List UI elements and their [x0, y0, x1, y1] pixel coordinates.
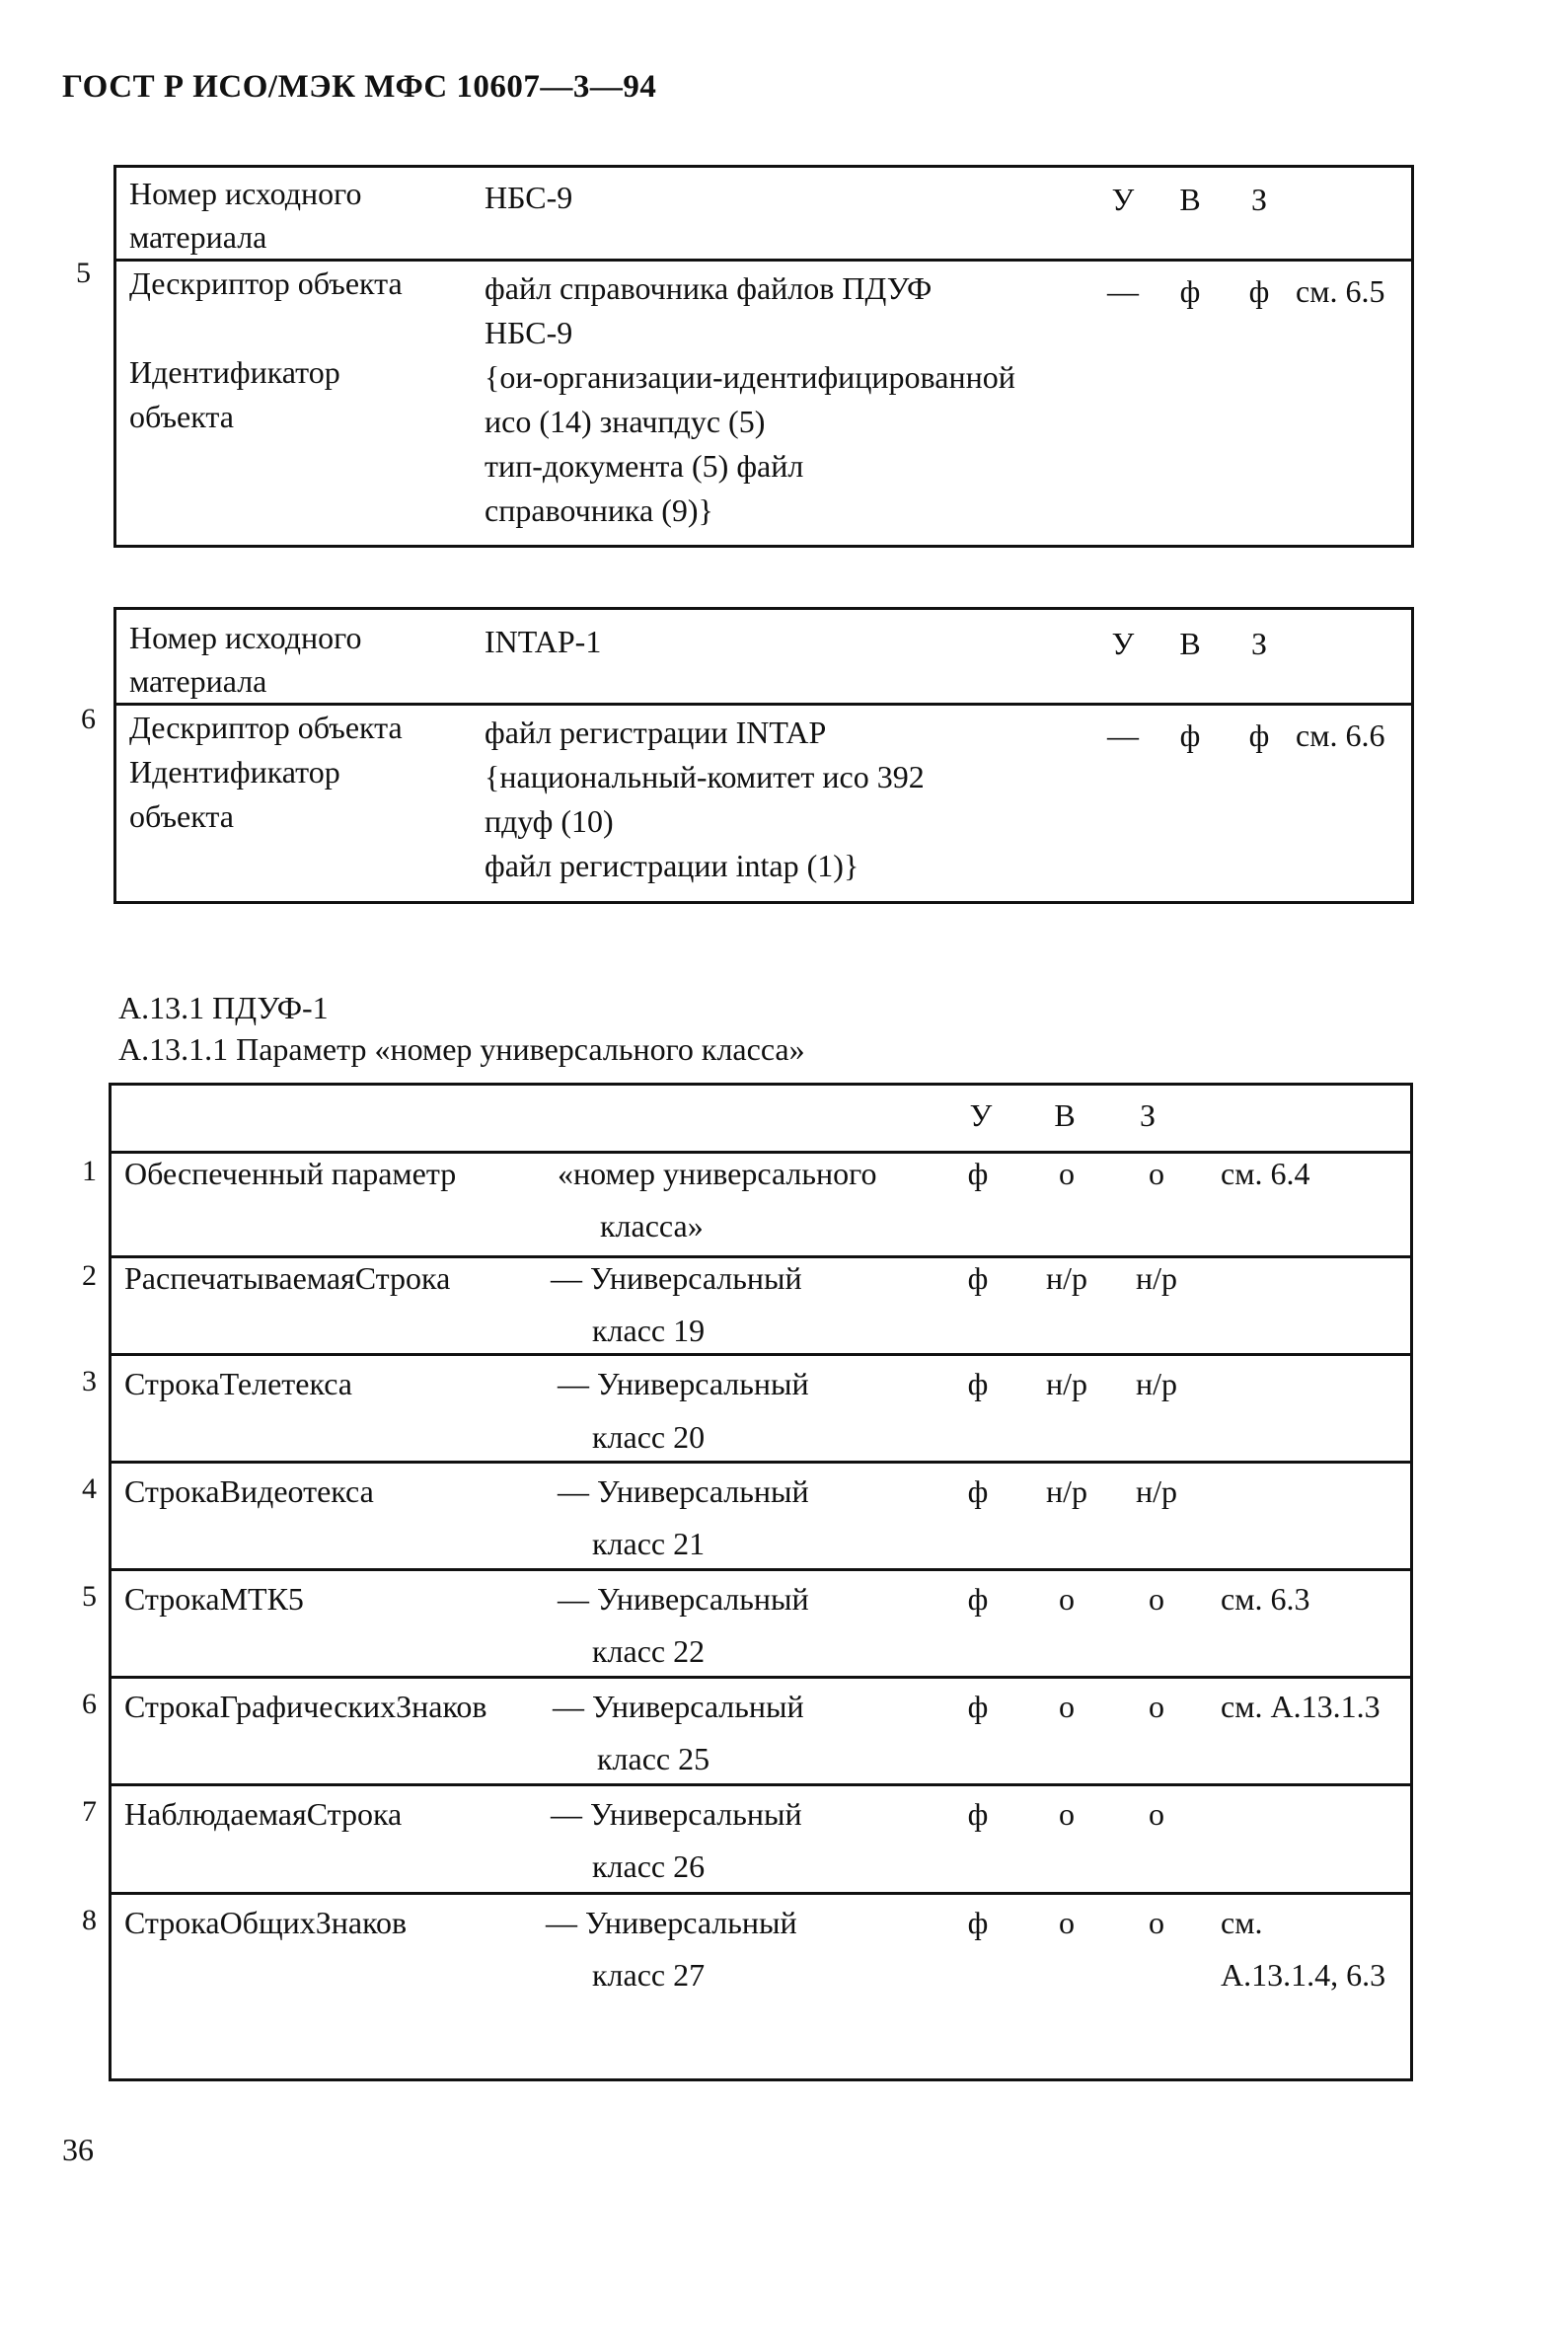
table3-row-z: о: [1149, 1905, 1164, 1940]
table3-row-v: о: [1059, 1689, 1075, 1724]
table3-row-z: о: [1149, 1796, 1164, 1832]
table3-row-u: ф: [967, 1156, 989, 1191]
table2-z-value: ф: [1248, 717, 1270, 753]
table1-value-line-2: НБС-9: [485, 315, 573, 350]
table1-row-number: 5: [76, 257, 91, 289]
table3-row-number: 2: [82, 1259, 97, 1292]
table3-row-desc-line2: класса»: [600, 1208, 704, 1243]
table2-header-label-1: Номер исходного: [129, 620, 362, 655]
table2: [113, 607, 1414, 904]
table3-row-z: н/р: [1135, 1473, 1177, 1509]
table3-col-z: З: [1139, 1097, 1157, 1133]
table1-value-line-1: файл справочника файлов ПДУФ: [485, 270, 933, 306]
table2-value-line-3: пдуф (10): [485, 803, 614, 839]
table1-col-v: В: [1179, 182, 1201, 217]
table3-row-desc-line1: — Универсальный: [558, 1581, 809, 1617]
table2-value-line-1: файл регистрации INTAP: [485, 715, 827, 750]
table3-row-divider: [112, 1892, 1410, 1895]
table3-row-divider: [112, 1676, 1410, 1679]
table3-row-z: н/р: [1135, 1366, 1177, 1401]
table3-row-name: СтрокаГрафическихЗнаков: [124, 1689, 487, 1724]
table1-header-value: НБС-9: [485, 180, 573, 215]
table3-row-u: ф: [967, 1689, 989, 1724]
table3-row-name: РаспечатываемаяСтрока: [124, 1260, 451, 1296]
table3-row-z: о: [1149, 1581, 1164, 1617]
table3-row-name: НаблюдаемаяСтрока: [124, 1796, 403, 1832]
table3-row-number: 8: [82, 1904, 97, 1936]
table3-row-number: 4: [82, 1472, 97, 1505]
table3-col-v: В: [1054, 1097, 1076, 1133]
table3-row-v: о: [1059, 1156, 1075, 1191]
table3-row-name: Обеспеченный параметр: [124, 1156, 457, 1191]
table3-row-v: о: [1059, 1581, 1075, 1617]
table2-v-value: ф: [1179, 717, 1201, 753]
table3-row-desc-line2: класс 21: [592, 1526, 706, 1561]
table1-value-line-5: тип-документа (5) файл: [485, 448, 804, 484]
table3-row-desc-line2: класс 26: [592, 1848, 706, 1884]
table3-row-desc-line2: класс 25: [597, 1741, 710, 1776]
table2-header-label-2: материала: [129, 663, 267, 699]
table3-row-u: ф: [967, 1473, 989, 1509]
table3-row-desc-line2: класс 22: [592, 1633, 706, 1669]
table2-col-z: З: [1250, 626, 1268, 661]
section-title: А.13.1 ПДУФ-1: [118, 990, 329, 1025]
table1-label-descriptor: Дескриптор объекта: [129, 265, 403, 301]
table3-row-number: 7: [82, 1795, 97, 1828]
table3-row-desc-line2: класс 27: [592, 1957, 706, 1993]
table3-row-ref: см. 6.4: [1221, 1156, 1310, 1191]
table3-row-u: ф: [967, 1260, 989, 1296]
table3-row-v: о: [1059, 1796, 1075, 1832]
table2-ref: см. 6.6: [1296, 717, 1385, 753]
table3-row-desc-line2: класс 20: [592, 1419, 706, 1455]
table1-u-value: —: [1107, 273, 1139, 309]
table3-row-desc-line2: класс 19: [592, 1313, 706, 1348]
table3-row-desc-line1: — Универсальный: [558, 1366, 809, 1401]
table3-row-divider: [112, 1461, 1410, 1464]
table1-label-identifier: Идентификатор: [129, 354, 340, 390]
table3-row-divider: [112, 1783, 1410, 1786]
table3-row-u: ф: [967, 1796, 989, 1832]
table1-col-u: У: [1111, 182, 1135, 217]
table3-row-number: 5: [82, 1580, 97, 1613]
table1-label-object: объекта: [129, 399, 234, 434]
table2-label-descriptor: Дескриптор объекта: [129, 710, 403, 745]
table2-value-line-4: файл регистрации intap (1)}: [485, 848, 859, 883]
table3-row-z: о: [1149, 1689, 1164, 1724]
table1-header-label-1: Номер исходного: [129, 176, 362, 211]
table3-row-name: СтрокаТелетекса: [124, 1366, 352, 1401]
table3-row-v: н/р: [1045, 1366, 1087, 1401]
table1-value-line-3: {ои-организации-идентифицированной: [485, 359, 1015, 395]
table1-value-line-6: справочника (9)}: [485, 492, 713, 528]
table3-row-desc-line1: «номер универсального: [558, 1156, 877, 1191]
table3-row-ref: см.: [1221, 1905, 1263, 1940]
table3-row-name: СтрокаВидеотекса: [124, 1473, 374, 1509]
table2-value-line-2: {национальный-комитет исо 392: [485, 759, 925, 794]
table1-col-z: З: [1250, 182, 1268, 217]
table2-label-object: объекта: [129, 798, 234, 834]
table3-row-u: ф: [967, 1366, 989, 1401]
table3-row-number: 6: [82, 1688, 97, 1720]
table3-row-z: о: [1149, 1156, 1164, 1191]
table1-header-label-2: материала: [129, 219, 267, 255]
table2-col-u: У: [1111, 626, 1135, 661]
table3-row-divider: [112, 1568, 1410, 1571]
page-number: 36: [62, 2132, 94, 2167]
table3-row-u: ф: [967, 1581, 989, 1617]
table3-row-number: 1: [82, 1155, 97, 1187]
table3-row-desc-line1: — Универсальный: [558, 1473, 809, 1509]
table3-row-divider: [112, 1353, 1410, 1356]
table3-row-ref: см. А.13.1.3: [1221, 1689, 1381, 1724]
table2-u-value: —: [1107, 717, 1139, 753]
table3-row-number: 3: [82, 1365, 97, 1397]
table1-value-line-4: исо (14) значпдус (5): [485, 404, 766, 439]
table3-row-desc-line1: — Универсальный: [546, 1905, 797, 1940]
table3-row-u: ф: [967, 1905, 989, 1940]
table2-col-v: В: [1179, 626, 1201, 661]
document-header: ГОСТ Р ИСО/МЭК МФС 10607—3—94: [62, 69, 657, 105]
table3-row-name: СтрокаОбщихЗнаков: [124, 1905, 408, 1940]
table3-row-v: о: [1059, 1905, 1075, 1940]
table3-row-desc-line1: — Универсальный: [553, 1689, 804, 1724]
table1-ref: см. 6.5: [1296, 273, 1385, 309]
table2-header-value: INTAP-1: [485, 624, 602, 659]
table3-col-u: У: [969, 1097, 993, 1133]
table3-row-v: н/р: [1045, 1473, 1087, 1509]
subsection-title: А.13.1.1 Параметр «номер универсального класса»: [118, 1031, 805, 1067]
table1-z-value: ф: [1248, 273, 1270, 309]
table1-v-value: ф: [1179, 273, 1201, 309]
table3-row-desc-line1: — Универсальный: [551, 1260, 802, 1296]
table3-row-ref: см. 6.3: [1221, 1581, 1310, 1617]
table3-row-v: н/р: [1045, 1260, 1087, 1296]
table3-row-z: н/р: [1135, 1260, 1177, 1296]
table2-row-number: 6: [81, 703, 96, 735]
table3-row-name: СтрокаМТК5: [124, 1581, 304, 1617]
table2-label-identifier: Идентификатор: [129, 754, 340, 790]
table3-row-desc-line1: — Универсальный: [551, 1796, 802, 1832]
table1: [113, 165, 1414, 548]
table3-row-ref-line2: А.13.1.4, 6.3: [1221, 1957, 1386, 1993]
